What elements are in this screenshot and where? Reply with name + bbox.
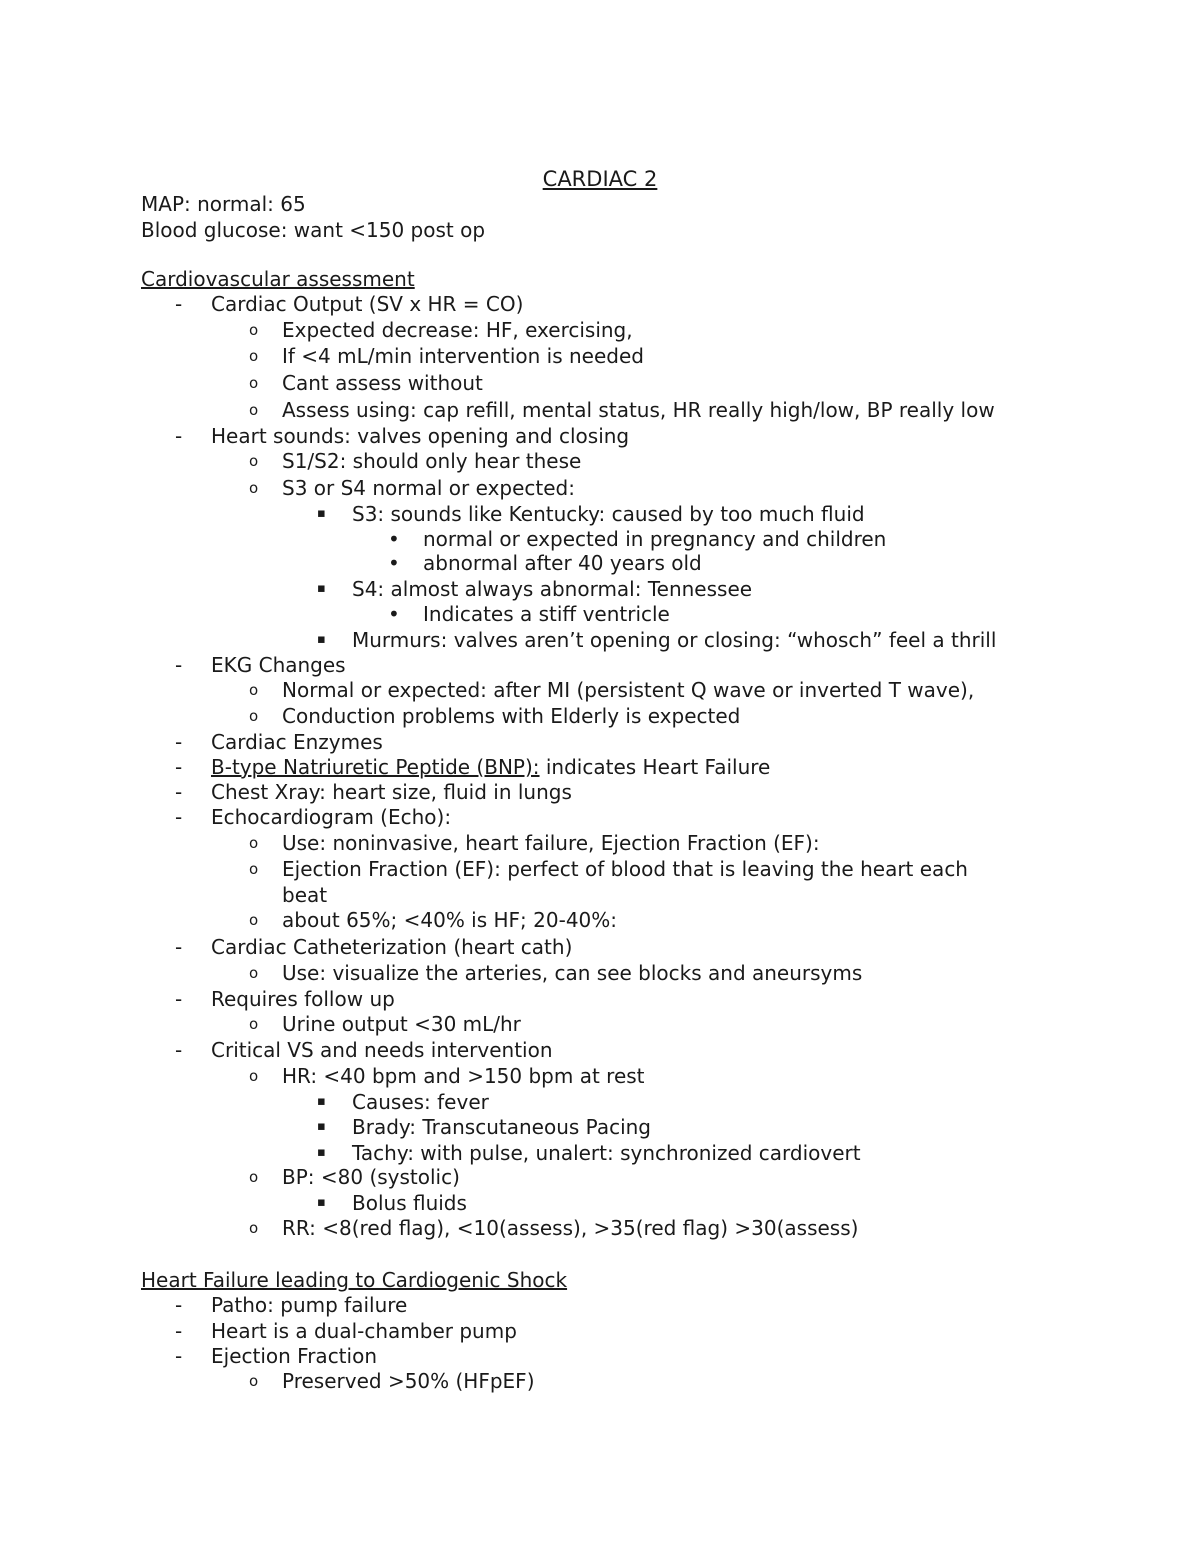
- cardiovascular-item-text: indicates Heart Failure: [539, 755, 771, 779]
- cardiovascular-item: [352, 1140, 861, 1166]
- circle-bullet-icon: o: [249, 401, 259, 419]
- cardiovascular-item: [282, 882, 327, 908]
- heart-failure-item-text: Heart is a dual-chamber pump: [211, 1319, 517, 1343]
- circle-bullet-icon: o: [249, 1015, 259, 1033]
- cardiovascular-item-text: Use: noninvasive, heart failure, Ejection Fraction (EF):: [282, 831, 820, 855]
- dash-bullet-icon: -: [175, 987, 183, 1011]
- cardiovascular-item-text: EKG Changes: [211, 653, 346, 677]
- cardiovascular-item: [282, 830, 820, 856]
- cardiovascular-item: [282, 1011, 521, 1037]
- cardiovascular-item-text: Causes: fever: [352, 1090, 489, 1114]
- dash-bullet-icon: -: [175, 805, 183, 829]
- dash-bullet-icon: -: [175, 292, 183, 316]
- circle-bullet-icon: o: [249, 479, 259, 497]
- circle-bullet-icon: o: [249, 707, 259, 725]
- cardiovascular-item-text: Brady: Transcutaneous Pacing: [352, 1115, 652, 1139]
- cardiovascular-item: [211, 779, 572, 805]
- square-bullet-icon: ▪: [317, 1119, 326, 1134]
- cardiovascular-item: [282, 317, 633, 343]
- cardiovascular-item: [282, 370, 483, 396]
- dash-bullet-icon: -: [175, 1319, 183, 1343]
- heart-failure-item-text: Patho: pump failure: [211, 1293, 408, 1317]
- cardiovascular-item: [211, 423, 629, 449]
- cardiovascular-item-text: Heart sounds: valves opening and closing: [211, 424, 630, 448]
- cardiovascular-item-text: RR: <8(red flag), <10(assess), >35(red flag) >30(assess): [282, 1216, 859, 1240]
- circle-bullet-icon: o: [249, 1168, 259, 1186]
- cardiovascular-item: [282, 1164, 460, 1190]
- cardiovascular-item: [282, 343, 644, 369]
- cardiovascular-item: [211, 934, 572, 960]
- circle-bullet-icon: o: [249, 911, 259, 929]
- cardiovascular-item: [282, 1215, 858, 1241]
- circle-bullet-icon: o: [249, 860, 259, 878]
- cardiovascular-item-text: Urine output <30 mL/hr: [282, 1012, 521, 1036]
- cardiovascular-item: [211, 986, 395, 1012]
- square-bullet-icon: ▪: [317, 1145, 326, 1160]
- cardiovascular-item-text: Critical VS and needs intervention: [211, 1038, 553, 1062]
- cardiovascular-item: [211, 754, 770, 780]
- cardiovascular-item: [211, 291, 523, 317]
- circle-bullet-icon: o: [249, 964, 259, 982]
- cardiovascular-item-text: Echocardiogram (Echo):: [211, 805, 452, 829]
- cardiovascular-item-text: S3 or S4 normal or expected:: [282, 476, 575, 500]
- circle-bullet-icon: o: [249, 1219, 259, 1237]
- dash-bullet-icon: -: [175, 780, 183, 804]
- circle-bullet-icon: o: [249, 1067, 259, 1085]
- cardiovascular-item-text: Indicates a stiff ventricle: [423, 602, 670, 626]
- cardiovascular-item: [282, 856, 968, 882]
- cardiovascular-item: [352, 1190, 467, 1216]
- square-bullet-icon: ▪: [317, 506, 326, 521]
- cardiovascular-item-text: Normal or expected: after MI (persistent Q wave or inverted T wave),: [282, 678, 975, 702]
- cardiovascular-item-text: S1/S2: should only hear these: [282, 449, 582, 473]
- cardiovascular-item-text: Expected decrease: HF, exercising,: [282, 318, 633, 342]
- cardiovascular-item-text: S3: sounds like Kentucky: caused by too much fluid: [352, 502, 865, 526]
- dot-bullet-icon: •: [388, 602, 400, 626]
- dash-bullet-icon: -: [175, 1038, 183, 1062]
- heart-failure-item: [282, 1368, 535, 1394]
- cardiovascular-item-text: Chest Xray: heart size, fluid in lungs: [211, 780, 572, 804]
- cardiovascular-item: [282, 397, 995, 423]
- cardiovascular-item-text: Conduction problems with Elderly is expected: [282, 704, 741, 728]
- cardiovascular-item: [352, 501, 865, 527]
- dash-bullet-icon: -: [175, 935, 183, 959]
- circle-bullet-icon: o: [249, 452, 259, 470]
- cardiovascular-item: [211, 652, 346, 678]
- cardiovascular-item-text: S4: almost always abnormal: Tennessee: [352, 577, 753, 601]
- cardiovascular-item-text: Cardiac Catheterization (heart cath): [211, 935, 573, 959]
- cardiovascular-item-text: beat: [282, 883, 328, 907]
- cardiovascular-item-text: BP: <80 (systolic): [282, 1165, 460, 1189]
- cardiovascular-item: [352, 576, 752, 602]
- intro-line-map: MAP: normal: 65: [141, 192, 306, 216]
- square-bullet-icon: ▪: [317, 581, 326, 596]
- circle-bullet-icon: o: [249, 834, 259, 852]
- cardiovascular-item: [352, 1114, 651, 1140]
- cardiovascular-item: [282, 448, 581, 474]
- circle-bullet-icon: o: [249, 321, 259, 339]
- cardiovascular-item: [211, 729, 383, 755]
- cardiovascular-item: [423, 526, 886, 552]
- cardiovascular-item: [282, 960, 862, 986]
- dash-bullet-icon: -: [175, 653, 183, 677]
- circle-bullet-icon: o: [249, 681, 259, 699]
- section-heading-cardiovascular: Cardiovascular assessment: [141, 267, 415, 291]
- cardiovascular-item-text: Ejection Fraction (EF): perfect of blood that is leaving the heart each: [282, 857, 968, 881]
- section-heading-heart-failure: Heart Failure leading to Cardiogenic Shock: [141, 1268, 568, 1292]
- cardiovascular-item: [352, 627, 996, 653]
- heart-failure-item-text: Ejection Fraction: [211, 1344, 377, 1368]
- cardiovascular-item-text: normal or expected in pregnancy and children: [423, 527, 887, 551]
- cardiovascular-item-text: about 65%; <40% is HF; 20-40%:: [282, 908, 618, 932]
- page-title: CARDIAC 2: [542, 167, 658, 191]
- cardiovascular-item-text: Cant assess without: [282, 371, 483, 395]
- cardiovascular-item: [211, 1037, 553, 1063]
- cardiovascular-item-underlined-term: B-type Natriuretic Peptide (BNP):: [211, 755, 540, 779]
- cardiovascular-item-text: Murmurs: valves aren’t opening or closing: “whosch” feel a thrill: [352, 628, 997, 652]
- cardiovascular-item: [282, 907, 617, 933]
- circle-bullet-icon: o: [249, 347, 259, 365]
- heart-failure-item: [211, 1343, 377, 1369]
- heart-failure-item: [211, 1318, 517, 1344]
- cardiovascular-item-text: Assess using: cap refill, mental status, HR really high/low, BP really low: [282, 398, 995, 422]
- dash-bullet-icon: -: [175, 1344, 183, 1368]
- cardiovascular-item-text: Cardiac Enzymes: [211, 730, 383, 754]
- cardiovascular-item: [423, 601, 670, 627]
- cardiovascular-item: [282, 475, 575, 501]
- cardiovascular-item: [282, 703, 740, 729]
- dot-bullet-icon: •: [388, 551, 400, 575]
- cardiovascular-item: [282, 1063, 645, 1089]
- square-bullet-icon: ▪: [317, 632, 326, 647]
- cardiovascular-item-text: Cardiac Output (SV x HR = CO): [211, 292, 524, 316]
- cardiovascular-item-text: HR: <40 bpm and >150 bpm at rest: [282, 1064, 645, 1088]
- circle-bullet-icon: o: [249, 1372, 259, 1390]
- dash-bullet-icon: -: [175, 730, 183, 754]
- square-bullet-icon: ▪: [317, 1195, 326, 1210]
- cardiovascular-item-text: Requires follow up: [211, 987, 395, 1011]
- cardiovascular-item-text: If <4 mL/min intervention is needed: [282, 344, 644, 368]
- cardiovascular-item-text: Bolus fluids: [352, 1191, 467, 1215]
- dot-bullet-icon: •: [388, 527, 400, 551]
- dash-bullet-icon: -: [175, 1293, 183, 1317]
- circle-bullet-icon: o: [249, 374, 259, 392]
- heart-failure-item-text: Preserved >50% (HFpEF): [282, 1369, 535, 1393]
- cardiovascular-item-text: Use: visualize the arteries, can see blocks and aneursyms: [282, 961, 863, 985]
- heart-failure-item: [211, 1292, 407, 1318]
- square-bullet-icon: ▪: [317, 1094, 326, 1109]
- cardiovascular-item: [352, 1089, 489, 1115]
- intro-line-glucose: Blood glucose: want <150 post op: [141, 218, 486, 242]
- dash-bullet-icon: -: [175, 755, 183, 779]
- cardiovascular-item-text: abnormal after 40 years old: [423, 551, 702, 575]
- dash-bullet-icon: -: [175, 424, 183, 448]
- cardiovascular-item: [423, 550, 702, 576]
- cardiovascular-item: [211, 804, 451, 830]
- cardiovascular-item: [282, 677, 974, 703]
- cardiovascular-item-text: Tachy: with pulse, unalert: synchronized cardiovert: [352, 1141, 861, 1165]
